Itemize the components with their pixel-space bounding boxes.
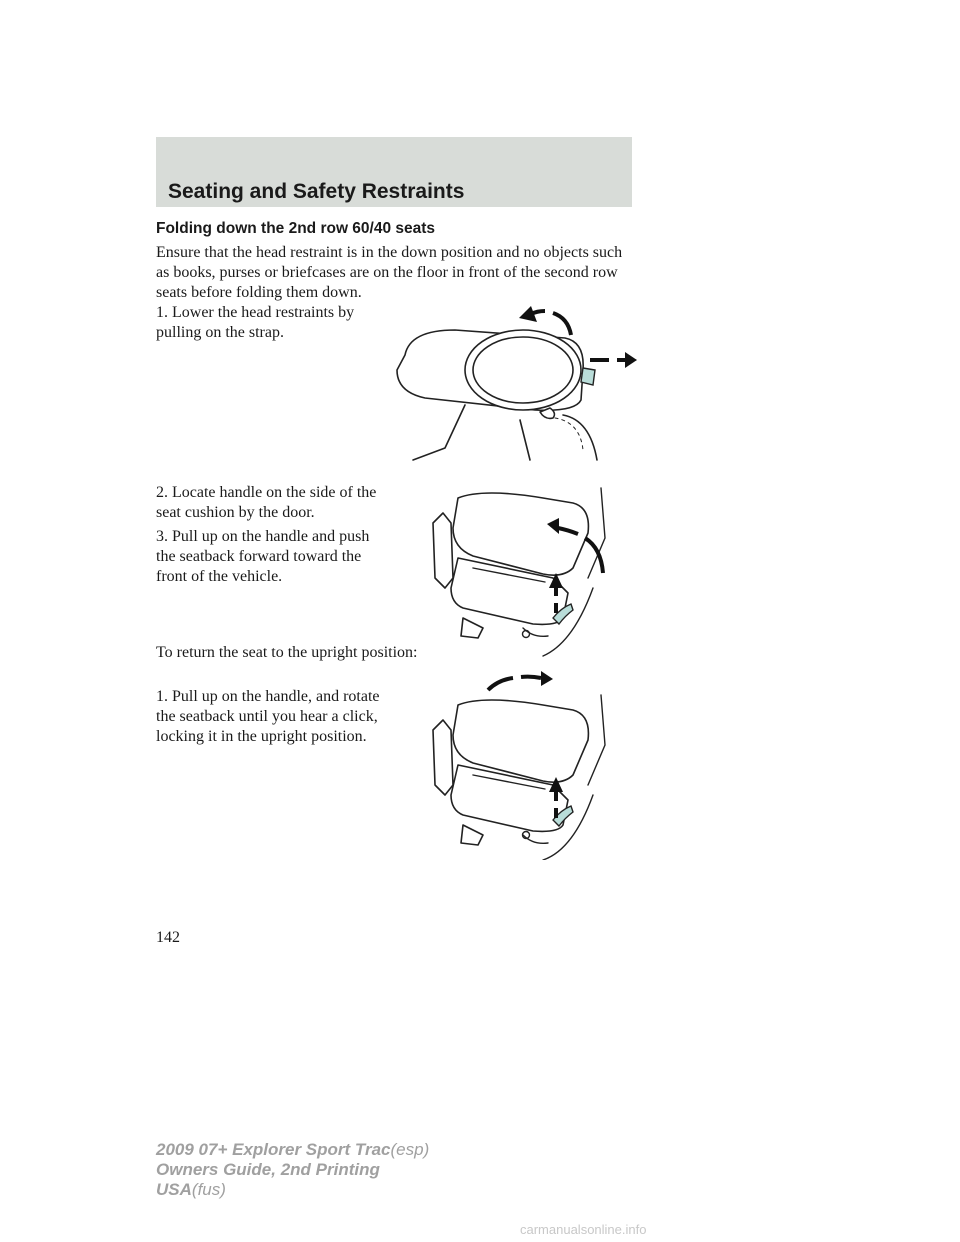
watermark: carmanualsonline.info xyxy=(520,1222,647,1237)
step-1-text: 1. Lower the head restraints by pulling on the strap. xyxy=(156,304,355,341)
return-step-1-text: 1. Pull up on the handle, and rotate the seatback until you hear a click, locking it in the upright position. xyxy=(156,688,380,745)
footer-model-code: (esp) xyxy=(390,1140,430,1159)
footer-guide-edition: Owners Guide, 2nd Printing xyxy=(156,1160,380,1179)
subheading: Folding down the 2nd row 60/40 seats xyxy=(156,220,436,237)
fold-seat-illustration xyxy=(423,478,613,658)
intro-paragraph: Ensure that the head restraint is in the down position and no objects such as books, purses or briefcases are on the floor in front of the second row seats before folding them down. xyxy=(156,244,623,301)
document-footer xyxy=(156,1140,429,1200)
step-2-text: 2. Locate handle on the side of the seat cushion by the door. xyxy=(156,484,377,521)
head-restraint-illustration xyxy=(385,300,645,470)
footer-model: 2009 07+ Explorer Sport Trac xyxy=(156,1140,391,1159)
footer-market: USA xyxy=(156,1180,192,1199)
footer-market-code: (fus) xyxy=(191,1180,226,1199)
page-number: 142 xyxy=(156,929,180,946)
section-title: Seating and Safety Restraints xyxy=(168,180,465,203)
return-intro-text: To return the seat to the upright position: xyxy=(156,644,418,661)
step-3-text: 3. Pull up on the handle and push the seatback forward toward the front of the vehicle. xyxy=(156,528,370,585)
upright-seat-illustration xyxy=(423,670,613,860)
